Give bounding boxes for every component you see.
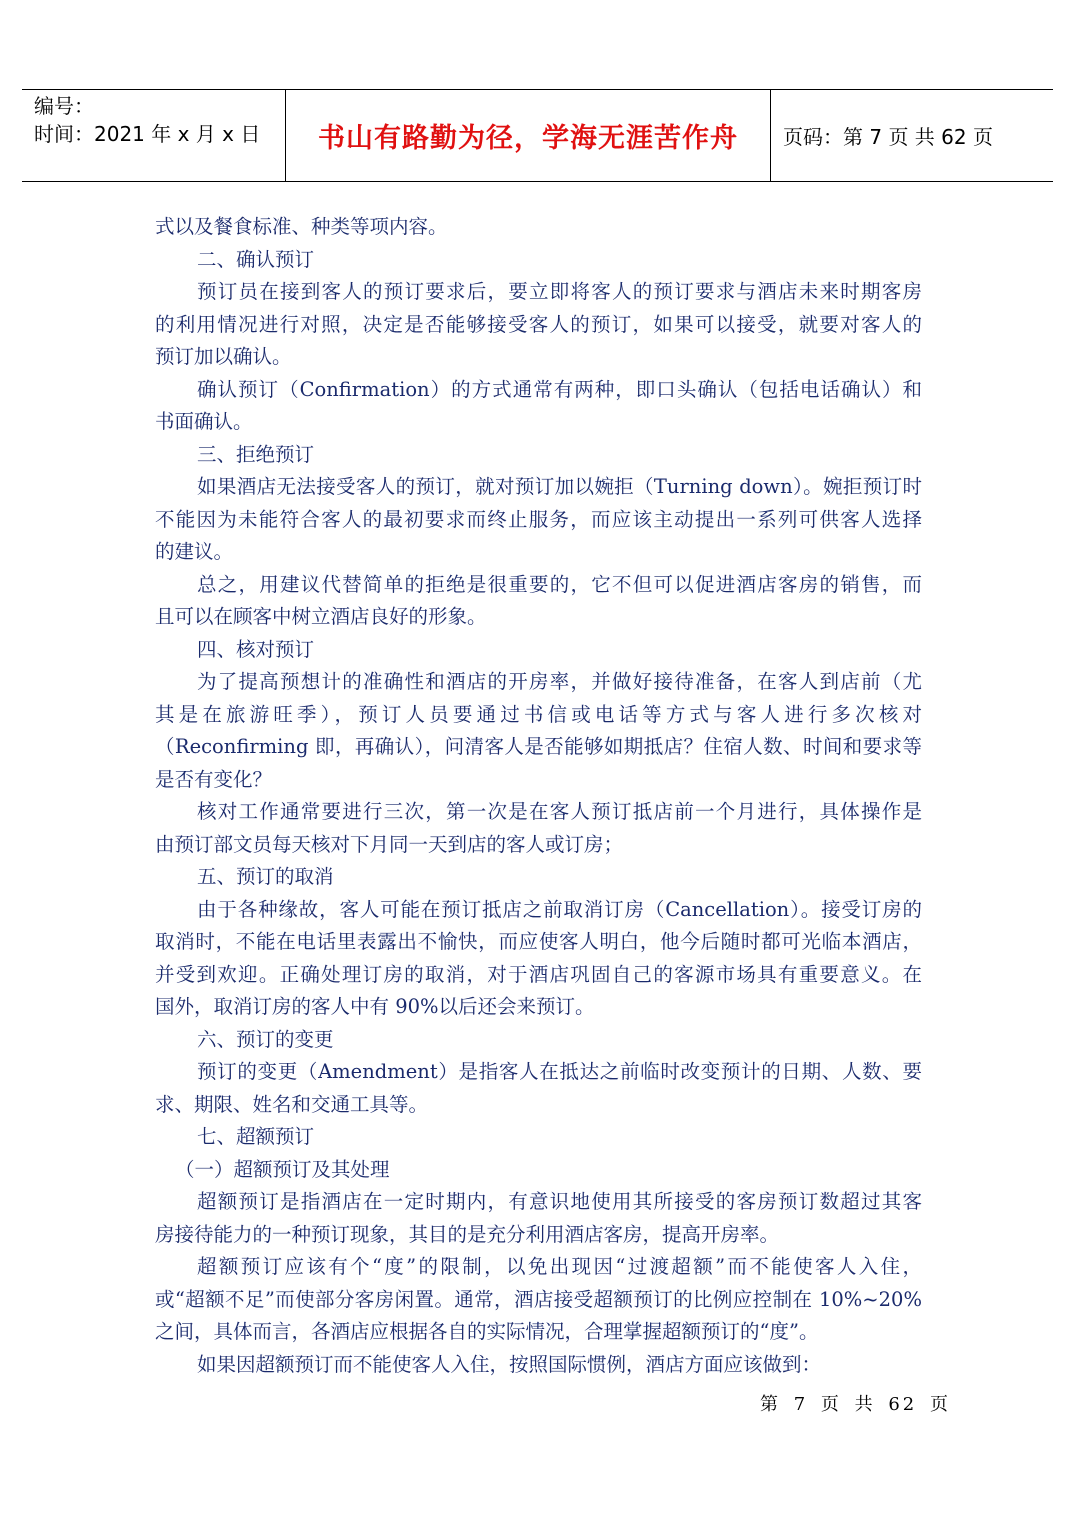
body-line: 预订的变更（Amendment）是指客人在抵达之前临时改变预计的日期、人数、要 <box>197 1060 922 1083</box>
body-line: 如果因超额预订而不能使客人入住，按照国际惯例，酒店方面应该做到： <box>197 1352 822 1376</box>
header-motto-cell <box>285 90 771 181</box>
body-line: 是否有变化？ <box>155 767 273 791</box>
body-line: 超额预订是指酒店在一定时期内，有意识地使用其所接受的客房预订数超过其客 <box>197 1190 922 1213</box>
section-heading: 三、拒绝预订 <box>197 442 315 466</box>
body-line: 超额预订应该有个“度”的限制，以免出现因“过渡超额”而不能使客人入住， <box>197 1255 922 1278</box>
body-line: 的利用情况进行对照，决定是否能够接受客人的预订，如果可以接受，就要对客人的 <box>155 312 922 336</box>
body-line: 国外，取消订房的客人中有 90%以后还会来预订。 <box>155 995 595 1018</box>
body-line: 并受到欢迎。正确处理订房的取消，对于酒店巩固自己的客源市场具有重要意义。在 <box>155 962 922 986</box>
body-line: 不能因为未能符合客人的最初要求而终止服务，而应该主动提出一系列可供客人选择 <box>155 507 922 531</box>
body-line: 其是在旅游旺季），预订人员要通过书信或电话等方式与客人进行多次核对 <box>155 702 922 726</box>
header-page-cell <box>771 90 1053 181</box>
body-line: 预订员在接到客人的预订要求后，要立即将客人的预订要求与酒店未来时期客房 <box>197 280 922 303</box>
document-body <box>155 211 922 1381</box>
document-number-label: 编号： <box>34 94 94 118</box>
page-footer: 第 7 页 共 62 页 <box>760 1394 951 1415</box>
body-line: 取消时，不能在电话里表露出不愉快，而应使客人明白，他今后随时都可光临本酒店， <box>155 930 922 953</box>
section-heading: 七、超额预订 <box>197 1125 315 1148</box>
section-heading: 六、预订的变更 <box>197 1027 334 1051</box>
body-line: 由于各种缘故，客人可能在预订抵店之前取消订房（Cancellation）。接受订房的 <box>197 897 922 921</box>
body-line: 为了提高预想计的准确性和酒店的开房率，并做好接待准备，在客人到店前（尤 <box>197 670 922 693</box>
body-line: 式以及餐食标准、种类等项内容。 <box>155 215 448 238</box>
header-motto: 书山有路勤为径，学海无涯苦作舟 <box>318 123 738 154</box>
body-line: 求、期限、姓名和交通工具等。 <box>155 1092 429 1116</box>
body-line: 如果酒店无法接受客人的预订，就对预订加以婉拒（Turning down）。婉拒预订时 <box>197 475 922 498</box>
body-line: 的建议。 <box>155 540 234 563</box>
body-line: 核对工作通常要进行三次，第一次是在客人预订抵店前一个月进行，具体操作是 <box>197 800 922 823</box>
body-line: 预订加以确认。 <box>155 345 292 368</box>
body-line: （Reconfirming 即，再确认），问清客人是否能够如期抵店？住宿人数、时间和要求等 <box>155 735 922 758</box>
header-page-number: 页码：第 7 页 共 62 页 <box>783 125 993 149</box>
body-line: 或“超额不足”而使部分客房闲置。通常，酒店接受超额预订的比例应控制在 10%~20% <box>155 1287 922 1311</box>
body-line: 房接待能力的一种预订现象，其目的是充分利用酒店客房，提高开房率。 <box>155 1222 780 1246</box>
section-heading: 四、核对预订 <box>197 637 315 661</box>
body-line: 总之，用建议代替简单的拒绝是很重要的，它不但可以促进酒店客房的销售，而 <box>197 572 922 596</box>
page-header <box>22 89 1053 182</box>
header-info-cell <box>22 90 285 181</box>
section-heading: 二、确认预订 <box>197 247 315 271</box>
subsection-heading: （一）超额预订及其处理 <box>175 1157 390 1181</box>
section-heading: 五、预订的取消 <box>197 865 334 888</box>
body-line: 书面确认。 <box>155 410 253 433</box>
document-time-label: 时间：2021 年 x 月 x 日 <box>34 122 261 146</box>
body-line: 由预订部文员每天核对下月同一天到店的客人或订房； <box>155 832 624 856</box>
body-line: 确认预订（Confirmation）的方式通常有两种，即口头确认（包括电话确认）和 <box>197 377 922 401</box>
body-line: 之间，具体而言，各酒店应根据各自的实际情况，合理掌握超额预订的“度”。 <box>155 1320 819 1343</box>
body-line: 且可以在顾客中树立酒店良好的形象。 <box>155 605 487 628</box>
